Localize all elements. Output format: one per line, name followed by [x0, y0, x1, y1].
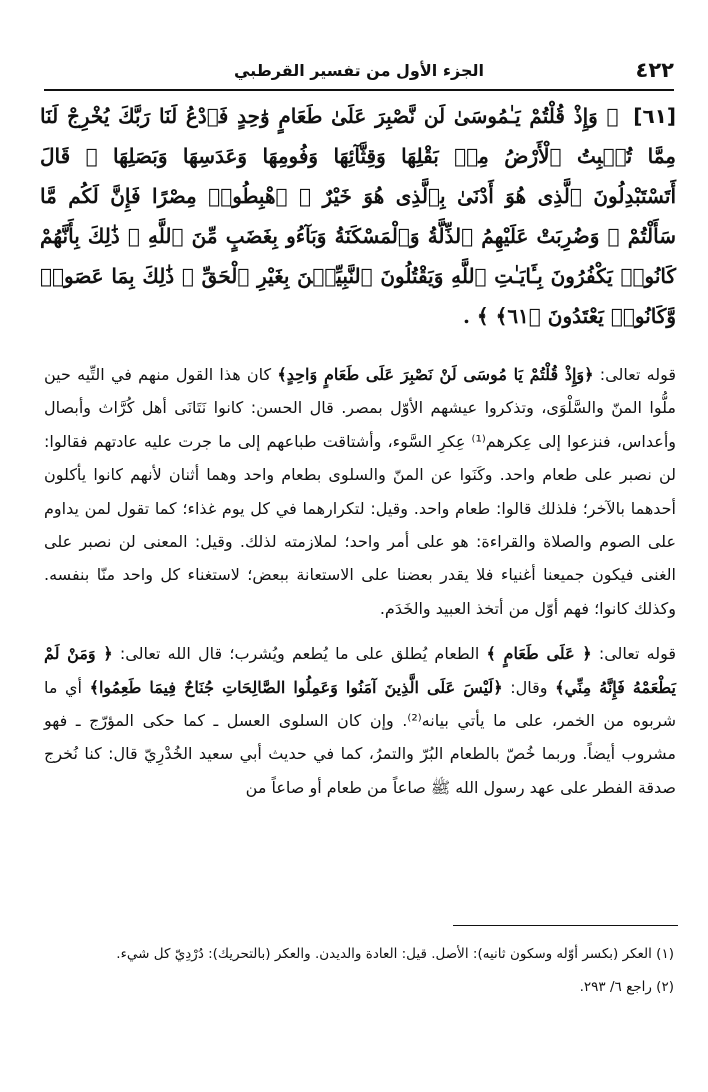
- verse-quote: ﴿ عَلَى طَعَامٍ ﴾: [486, 644, 592, 664]
- paragraph-intro: قوله تعالى:: [591, 644, 677, 664]
- quran-verse-block: [40, 96, 676, 336]
- page-number: ٤٢٢: [635, 58, 674, 82]
- paragraph-intro: قوله تعالى:: [593, 365, 676, 384]
- footnote-2: (٢) راجع ٦/ ٢٩٣.: [579, 979, 674, 995]
- commentary-paragraph-2: [44, 637, 676, 804]
- page-header: [44, 58, 674, 88]
- paragraph-body: أي ما شربوه من الخمر، على ما يأتي بيانه⁽²⁾. وإن كان السلوى العسل ـ كما حكى المؤرّج ـ فهو مشروب أيضاً. وربما خُصّ بالطعام البُرّ والتمرُ، كما في حديث أبي سعيد الخُدْرِيّ قال: كنا نُخرج صدقة الفطر على عهد رسول الله ﷺ صاعاً من طعام أو صاعاً من: [44, 677, 676, 797]
- commentary-text: [44, 358, 676, 804]
- verse-number-marker: [٦١]: [633, 104, 676, 128]
- verse-quote: ﴿لَيْسَ عَلَى الَّذِينَ آمَنُوا وَعَمِلُوا الصَّالِحَاتِ جُنَاحٌ فِيمَا طَعِمُوا﴾: [89, 677, 503, 697]
- commentary-paragraph-1: [44, 358, 676, 625]
- verse-text: ﴿ وَإِذْ قُلْتُمْ يَـٰمُوسَىٰ لَن نَّصْبِرَ عَلَىٰ طَعَامٍ وَٰحِدٍ فَٱدْعُ لَنَا رَبَّكَ يُخْرِجْ لَنَا مِمَّا تُنۢبِتُ ٱلْأَرْضُ مِنۢ بَقْلِهَا وَقِثَّآئِهَا وَفُومِهَا وَعَدَسِهَا وَبَصَلِهَا ۖ قَالَ أَتَسْتَبْدِلُونَ ٱلَّذِى هُوَ أَدْنَىٰ بِٱلَّذِى هُوَ خَيْرٌ ۚ ٱهْبِطُوا۟ مِصْرًا فَإِنَّ لَكُم مَّا سَأَلْتُمْ ۗ وَضُرِبَتْ عَلَيْهِمُ ٱلذِّلَّةُ وَٱلْمَسْكَنَةُ وَبَآءُو بِغَضَبٍ مِّنَ ٱللَّهِ ۗ ذَٰلِكَ بِأَنَّهُمْ كَانُوا۟ يَكْفُرُونَ بِـَٔايَـٰتِ ٱللَّهِ وَيَقْتُلُونَ ٱلنَّبِيِّـۧنَ بِغَيْرِ ٱلْحَقِّ ۗ ذَٰلِكَ بِمَا عَصَوا۟ وَّكَانُوا۟ يَعْتَدُونَ ﴿٦١﴾ ﴾ .: [40, 104, 676, 328]
- footnote-1: (١) العكر (بكسر أوّله وسكون ثانيه): الأصل. قيل: العادة والديدن. والعكر (بالتحريك): دُرْدِيّ كل شيء.: [116, 946, 674, 962]
- footnotes: [44, 940, 674, 1002]
- paragraph-body: كان هذا القول منهم في التِّيه حين ملُّوا المنّ والسَّلْوَى، وتذكروا عيشهم الأوّل بمصر. قال الحسن: كانوا نَتَانَى أهل كُرَّاث وأبصال وأعداس، فنزعوا إلى عِكرهم⁽¹⁾ عِكرِ السَّوء، وأشتاقت طباعهم إلى ما جرت عليه عادتهم فقالوا: لن نصبر على طعام واحد. وكَنَوا عن المنّ والسلوى بطعام واحد وهما أثنان لأنهم كانوا يأكلون أحدهما بالآخر؛ فلذلك قالوا: طعام واحد. وقيل: لتكرارهما في كل يوم غذاء؛ كما تقول لمن يداوم على الصوم والصلاة والقراءة: هو على أمر واحد؛ لملازمته لذلك. وقيل: المعنى لن نصبر على الغنى فيكون جميعنا أغنياء فلا يقدر بعضنا على الاستعانة ببعض؛ لاستغناء كل واحد منّا بنفسه. وكذلك كانوا؛ فهم أوّل من أتخذ العبيد والخَدَم.: [44, 365, 676, 618]
- header-rule: [44, 89, 674, 91]
- running-title: الجزء الأول من تفسير القرطبي: [233, 61, 484, 80]
- verse-quote: ﴿ وَمَنْ لَمْ يَطْعَمْهُ فَإِنَّهُ مِنِّي﴾: [44, 644, 677, 697]
- footnote-separator: [453, 925, 678, 926]
- verse-quote: ﴿وَإِذْ قُلْتُمْ يَا مُوسَى لَنْ نَصْبِرَ عَلَى طَعَامٍ وَاحِدٍ﴾: [277, 365, 594, 384]
- paragraph-text: الطعام يُطلق على ما يُطعم ويُشرب؛ قال الله تعالى:: [112, 644, 487, 664]
- paragraph-text: وقال:: [502, 677, 556, 697]
